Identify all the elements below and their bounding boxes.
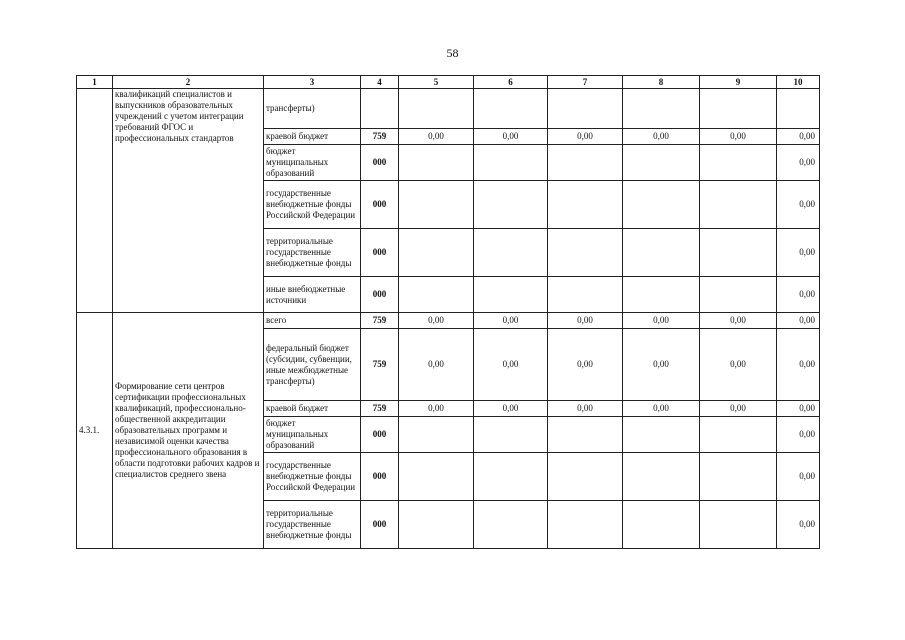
value-cell <box>548 417 623 453</box>
funding-source: территориальные государственные внебюджетные фонды <box>264 501 361 549</box>
value-cell: 0,00 <box>777 501 820 549</box>
funding-source: краевой бюджет <box>264 401 361 417</box>
value-cell <box>399 89 474 129</box>
value-cell <box>623 417 700 453</box>
value-cell <box>474 89 548 129</box>
value-cell: 0,00 <box>777 313 820 329</box>
header-cell: 5 <box>399 76 474 89</box>
budget-code <box>361 89 399 129</box>
page-number: 58 <box>446 46 459 60</box>
funding-source: иные внебюджетные источники <box>264 277 361 313</box>
header-cell: 6 <box>474 76 548 89</box>
value-cell <box>700 453 777 501</box>
value-cell <box>399 277 474 313</box>
value-cell <box>623 501 700 549</box>
value-cell: 0,00 <box>474 129 548 145</box>
funding-source: государственные внебюджетные фонды Российской Федерации <box>264 453 361 501</box>
value-cell: 0,00 <box>777 417 820 453</box>
value-cell <box>548 277 623 313</box>
value-cell <box>623 229 700 277</box>
value-cell: 0,00 <box>777 401 820 417</box>
value-cell <box>474 453 548 501</box>
value-cell: 0,00 <box>777 181 820 229</box>
row-description: Формирование сети центров сертификации профессиональных квалификаций, профессионально-общественной аккредитации образовательных программ и независимой оценки качества профессионального образования в области подготовки рабочих кадров и специалистов среднего звена <box>113 313 264 549</box>
value-cell: 0,00 <box>548 329 623 401</box>
value-cell <box>399 417 474 453</box>
value-cell <box>399 501 474 549</box>
value-cell: 0,00 <box>700 329 777 401</box>
value-cell <box>700 277 777 313</box>
value-cell <box>474 501 548 549</box>
value-cell: 0,00 <box>777 145 820 181</box>
budget-code: 000 <box>361 145 399 181</box>
value-cell <box>623 277 700 313</box>
header-cell: 7 <box>548 76 623 89</box>
value-cell <box>399 229 474 277</box>
value-cell <box>548 89 623 129</box>
header-cell: 4 <box>361 76 399 89</box>
header-cell: 1 <box>77 76 113 89</box>
value-cell <box>474 417 548 453</box>
value-cell <box>700 229 777 277</box>
value-cell: 0,00 <box>399 313 474 329</box>
value-cell: 0,00 <box>777 277 820 313</box>
row-number: 4.3.1. <box>77 313 113 549</box>
value-cell <box>548 229 623 277</box>
value-cell: 0,00 <box>777 329 820 401</box>
value-cell: 0,00 <box>623 329 700 401</box>
value-cell: 0,00 <box>623 313 700 329</box>
value-cell: 0,00 <box>700 129 777 145</box>
header-cell: 9 <box>700 76 777 89</box>
value-cell <box>623 181 700 229</box>
row-description: квалификаций специалистов и выпускников образовательных учреждений с учетом интеграции требований ФГОС и профессиональных стандартов <box>113 89 264 313</box>
budget-table <box>76 75 820 549</box>
funding-source: краевой бюджет <box>264 129 361 145</box>
value-cell <box>623 145 700 181</box>
value-cell <box>623 89 700 129</box>
budget-code: 759 <box>361 129 399 145</box>
funding-source: федеральный бюджет (субсидии, субвенции, иные межбюджетные трансферты) <box>264 329 361 401</box>
value-cell: 0,00 <box>777 453 820 501</box>
budget-code: 000 <box>361 229 399 277</box>
value-cell <box>700 145 777 181</box>
value-cell: 0,00 <box>700 313 777 329</box>
budget-code: 000 <box>361 417 399 453</box>
header-cell: 3 <box>264 76 361 89</box>
value-cell: 0,00 <box>548 129 623 145</box>
budget-code: 000 <box>361 501 399 549</box>
value-cell: 0,00 <box>399 329 474 401</box>
value-cell <box>548 453 623 501</box>
funding-source: государственные внебюджетные фонды Российской Федерации <box>264 181 361 229</box>
value-cell <box>548 145 623 181</box>
value-cell <box>399 145 474 181</box>
funding-source: трансферты) <box>264 89 361 129</box>
value-cell: 0,00 <box>777 129 820 145</box>
value-cell <box>399 181 474 229</box>
table-row <box>77 313 820 329</box>
budget-code: 000 <box>361 181 399 229</box>
value-cell: 0,00 <box>399 401 474 417</box>
value-cell <box>700 89 777 129</box>
header-cell: 8 <box>623 76 700 89</box>
header-cell: 2 <box>113 76 264 89</box>
table-row <box>77 89 820 129</box>
value-cell: 0,00 <box>623 129 700 145</box>
value-cell: 0,00 <box>399 129 474 145</box>
value-cell <box>623 453 700 501</box>
value-cell: 0,00 <box>474 401 548 417</box>
value-cell: 0,00 <box>474 329 548 401</box>
budget-code: 759 <box>361 313 399 329</box>
value-cell: 0,00 <box>548 401 623 417</box>
funding-source: всего <box>264 313 361 329</box>
value-cell: 0,00 <box>777 229 820 277</box>
value-cell <box>777 89 820 129</box>
budget-code: 759 <box>361 401 399 417</box>
row-number <box>77 89 113 313</box>
value-cell: 0,00 <box>623 401 700 417</box>
value-cell <box>548 181 623 229</box>
value-cell <box>700 181 777 229</box>
value-cell: 0,00 <box>548 313 623 329</box>
header-row <box>77 76 820 89</box>
funding-source: бюджет муниципальных образований <box>264 417 361 453</box>
budget-code: 759 <box>361 329 399 401</box>
value-cell <box>474 229 548 277</box>
header-cell: 10 <box>777 76 820 89</box>
budget-code: 000 <box>361 453 399 501</box>
budget-code: 000 <box>361 277 399 313</box>
funding-source: территориальные государственные внебюджетные фонды <box>264 229 361 277</box>
value-cell <box>548 501 623 549</box>
value-cell <box>474 277 548 313</box>
value-cell <box>474 181 548 229</box>
value-cell: 0,00 <box>700 401 777 417</box>
value-cell <box>474 145 548 181</box>
value-cell <box>700 417 777 453</box>
value-cell <box>700 501 777 549</box>
value-cell <box>399 453 474 501</box>
funding-source: бюджет муниципальных образований <box>264 145 361 181</box>
value-cell: 0,00 <box>474 313 548 329</box>
